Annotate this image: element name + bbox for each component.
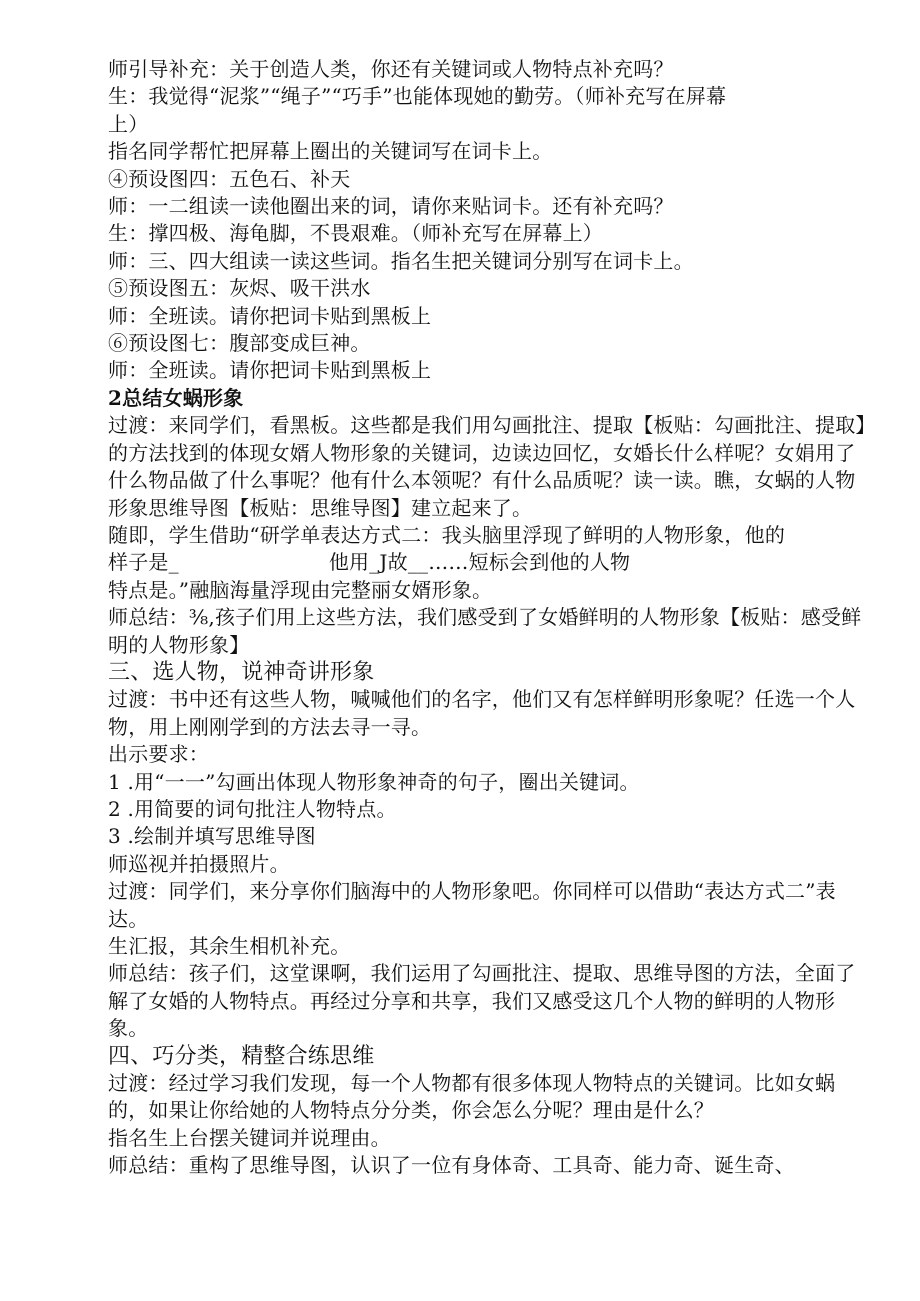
text-line: 师：全班读。请你把词卡贴到黑板上	[108, 358, 432, 383]
list-item: 1 .用“一一”勾画出体现人物形象神奇的句子，圈出关键词。	[108, 769, 640, 794]
blank-prompt: 样子是_	[108, 550, 179, 575]
text-line: 特点是。”融脑海量浮现由完整丽女婿形象。	[108, 577, 493, 602]
paragraph: 过渡：经过学习我们发现，每一个人物都有很多体现人物特点的关键词。比如女蜗的，如果让你给她的人物特点分分类，你会怎么分呢？理由是什么？	[108, 1071, 836, 1123]
paragraph: 师总结：孩子们，这堂课啊，我们运用了勾画批注、提取、思维导图的方法，全面了解了女婚的人物特点。再经过分享和共享，我们又感受这几个人物的鲜明的人物形象。	[108, 961, 856, 1041]
text-line: 指名同学帮忙把屏幕上圈出的关键词写在词卡上。	[108, 139, 553, 164]
fill-in-line	[108, 549, 868, 576]
text-line: ⑤预设图五：灰烬、吸干洪水	[108, 276, 371, 301]
text-line: ⑥预设图七：腹部变成巨神。	[108, 331, 371, 356]
text-line: 生汇报，其余生相机补充。	[108, 934, 351, 958]
text-line: 师巡视并拍摄照片。	[108, 851, 290, 876]
text-line: 生：我觉得“泥浆”“绳子”“巧手”也能体现她的勤劳。（师补充写在屏幕	[108, 84, 727, 109]
text-line: 师：全班读。请你把词卡贴到黑板上	[108, 303, 432, 328]
paragraph: 师总结：⅜,孩子们用上这些方法，我们感受到了女婚鲜明的人物形象【板贴：感受鲜明的人物形象】	[108, 605, 862, 657]
subheading: 2总结女蜗形象	[108, 385, 244, 410]
text-line: 师：三、四大组读一读这些词。指名生把关键词分别写在词卡上。	[108, 248, 694, 273]
document-body	[108, 56, 868, 1180]
text-line: 生：撑四极、海龟脚，不畏艰难。（师补充写在屏幕上）	[108, 221, 603, 246]
paragraph: 过渡：书中还有这些人物，喊喊他们的名字，他们又有怎样鲜明形象呢？任选一个人物，用上刚刚学到的方法去寻一寻。	[108, 687, 856, 739]
paragraph: 过渡：同学们，来分享你们脑海中的人物形象吧。你同样可以借助“表达方式二”表达。	[108, 879, 836, 931]
list-item: 2 .用简要的词句批注人物特点。	[108, 796, 397, 821]
text-line: 指名生上台摆关键词并说理由。	[108, 1125, 391, 1150]
text-line: 随即，学生借助“研学单表达方式二：我头脑里浮现了鲜明的人物形象，他的	[108, 522, 786, 547]
text-line: 出示要求：	[108, 742, 209, 767]
list-item: 3 .绘制并填写思维导图	[108, 824, 316, 849]
text-line: 师总结：重构了思维导图，认识了一位有身体奇、工具奇、能力奇、诞生奇、	[108, 1153, 795, 1178]
paragraph: 过渡：来同学们，看黑板。这些都是我们用勾画批注、提取【板贴：勾画批注、提取】的方法找到的体现女婿人物形象的关键词，边读边回忆，女婚长什么样呢？女娟用了什么物品做了什么事呢？他有什么本领呢？有什么品质呢？读一读。瞧，女蜗的人物形象思维导图【板贴：思维导图】建立起来了。	[108, 413, 866, 520]
section-heading: 四、巧分类，精整合练思维	[108, 1043, 375, 1069]
text-line: 师引导补充：关于创造人类，你还有关键词或人物特点补充吗？	[108, 57, 674, 81]
section-heading: 三、选人物，说神奇讲形象	[108, 659, 375, 685]
text-line: ④预设图四：五色石、补天	[108, 166, 351, 191]
blank-prompt-continued: 他用_J故__……短标会到他的人物	[328, 550, 631, 575]
text-line: 上）	[108, 111, 149, 136]
text-line: 师：一二组读一读他圈出来的词，请你来贴词卡。还有补充吗？	[108, 194, 674, 219]
